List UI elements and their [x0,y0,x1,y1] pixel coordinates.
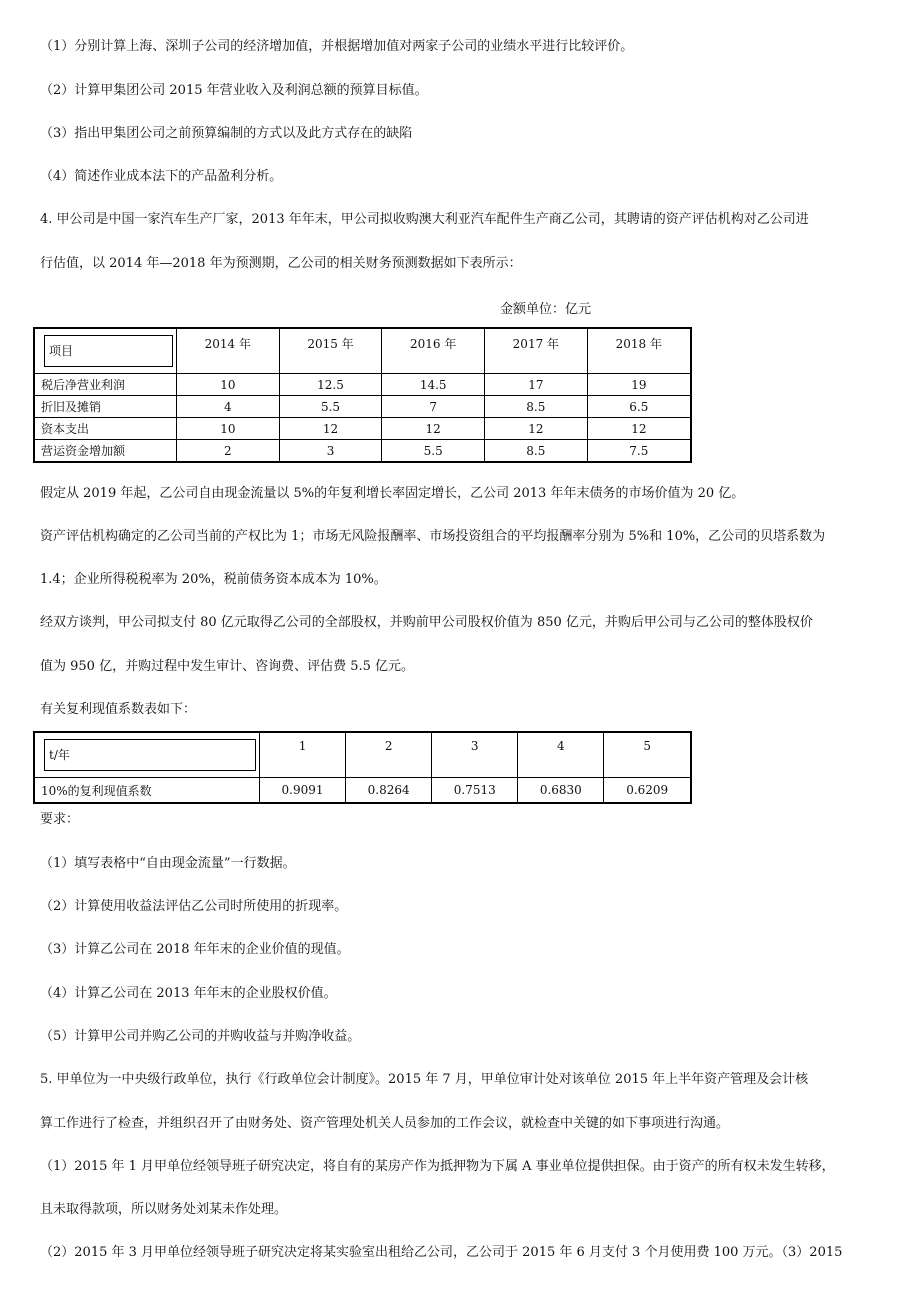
table-header-cell: 5 [604,732,691,778]
table-cell: 8.5 [485,396,588,418]
paragraph: （3）指出甲集团公司之前预算编制的方式以及此方式存在的缺陷 [40,126,413,141]
paragraph: （4）计算乙公司在 2013 年年末的企业股权价值。 [40,986,337,1001]
paragraph: （1）分别计算上海、深圳子公司的经济增加值，并根据增加值对两家子公司的业绩水平进行比较评价。 [40,39,634,54]
paragraph: （5）计算甲公司并购乙公司的并购收益与并购净收益。 [40,1029,361,1044]
table-cell: 4 [177,396,280,418]
table-header-cell: 2014 年 [177,328,280,374]
paragraph: 算工作进行了检查，并组织召开了由财务处、资产管理处机关人员参加的工作会议，就检查中关键的如下事项进行沟通。 [40,1116,730,1131]
paragraph: 假定从 2019 年起，乙公司自由现金流量以 5%的年复利增长率固定增长，乙公司 2013 年年末债务的市场价值为 20 亿。 [40,486,745,501]
table-cell: 5.5 [382,440,485,463]
paragraph: （1）填写表格中“自由现金流量”一行数据。 [40,856,296,871]
paragraph: 资产评估机构确定的乙公司当前的产权比为 1；市场无风险报酬率、市场投资组合的平均报酬率分别为 5%和 10%，乙公司的贝塔系数为 [40,529,826,544]
table-cell: 税后净营业利润 [34,374,177,396]
paragraph: 且未取得款项，所以财务处刘某未作处理。 [40,1202,288,1217]
table-cell: 12 [279,418,382,440]
table-cell: 12.5 [279,374,382,396]
table-header-cell: 4 [518,732,604,778]
table-cell: 12 [587,418,691,440]
pv-factor-table [33,731,692,804]
table-row [34,418,691,440]
table-cell: 7.5 [587,440,691,463]
table-cell: 17 [485,374,588,396]
paragraph: 4. 甲公司是中国一家汽车生产厂家，2013 年年末，甲公司拟收购澳大利亚汽车配件生产商乙公司，其聘请的资产评估机构对乙公司进 [40,212,809,227]
table-cell: 0.6209 [604,778,691,804]
table-header-cell: 2 [346,732,432,778]
table-header-cell: 2018 年 [587,328,691,374]
table-cell: 营运资金增加额 [34,440,177,463]
table-cell: 0.6830 [518,778,604,804]
table-cell: 8.5 [485,440,588,463]
table-cell: 14.5 [382,374,485,396]
table-header-cell: 2016 年 [382,328,485,374]
paragraph: 5. 甲单位为一中央级行政单位，执行《行政单位会计制度》。2015 年 7 月，甲单位审计处对该单位 2015 年上半年资产管理及会计核 [40,1072,809,1087]
paragraph: 值为 950 亿，并购过程中发生审计、咨询费、评估费 5.5 亿元。 [40,659,415,674]
table-cell: 19 [587,374,691,396]
table-header-row [34,328,691,374]
table-cell: 12 [382,418,485,440]
table-row [34,440,691,463]
paragraph: （2）计算使用收益法评估乙公司时所使用的折现率。 [40,899,348,914]
table-header-cell: 1 [260,732,346,778]
table-header-row [34,732,691,778]
paragraph: 有关复利现值系数表如下： [40,702,197,717]
paragraph: （3）计算乙公司在 2018 年年末的企业价值的现值。 [40,942,350,957]
paragraph: 要求： [40,812,80,827]
table-cell: 0.7513 [432,778,518,804]
paragraph: 经双方谈判，甲公司拟支付 80 亿元取得乙公司的全部股权，并购前甲公司股权价值为 850 亿元，并购后甲公司与乙公司的整体股权价 [40,615,813,630]
table-header-cell: 2017 年 [485,328,588,374]
paragraph: （1）2015 年 1 月甲单位经领导班子研究决定，将自有的某房产作为抵押物为下属 A 事业单位提供担保。由于资产的所有权未发生转移， [40,1159,835,1174]
table-row [34,778,691,804]
table-cell: 2 [177,440,280,463]
table-cell: 3 [279,440,382,463]
table-header-cell: t/年 [34,732,260,778]
table-cell: 10 [177,374,280,396]
paragraph: （2）2015 年 3 月甲单位经领导班子研究决定将某实验室出租给乙公司，乙公司于 2015 年 6 月支付 3 个月使用费 100 万元。（3）2015 [40,1245,843,1260]
paragraph: （2）计算甲集团公司 2015 年营业收入及利润总额的预算目标值。 [40,83,428,98]
table-row [34,374,691,396]
unit-note: 金额单位：亿元 [500,302,592,317]
forecast-table [33,327,692,463]
table-header-cell: 2015 年 [279,328,382,374]
table-cell: 12 [485,418,588,440]
paragraph: 行估值，以 2014 年—2018 年为预测期，乙公司的相关财务预测数据如下表所示： [40,256,522,271]
table-cell: 折旧及摊销 [34,396,177,418]
table-row [34,396,691,418]
table-cell: 0.8264 [346,778,432,804]
table-cell: 0.9091 [260,778,346,804]
table-header-cell: 3 [432,732,518,778]
table-header-cell: 项目 [34,328,177,374]
paragraph: （4）简述作业成本法下的产品盈利分析。 [40,169,283,184]
table-cell: 7 [382,396,485,418]
table-cell: 10 [177,418,280,440]
table-cell: 5.5 [279,396,382,418]
paragraph: 1.4；企业所得税税率为 20%，税前债务资本成本为 10%。 [40,572,387,587]
table-cell: 10%的复利现值系数 [34,778,260,804]
table-cell: 资本支出 [34,418,177,440]
table-cell: 6.5 [587,396,691,418]
